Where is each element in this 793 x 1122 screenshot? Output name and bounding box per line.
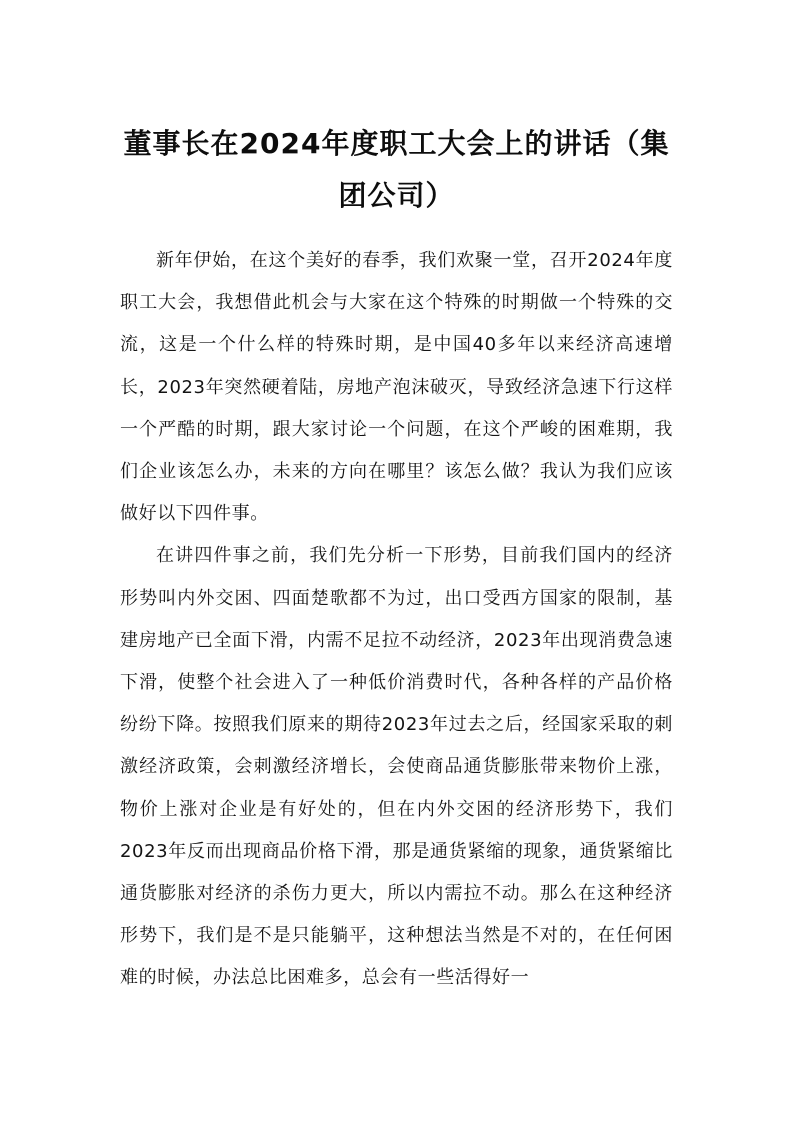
document-title: 董事长在2024年度职工大会上的讲话（集团公司） <box>123 127 670 212</box>
paragraph-2: 在讲四件事之前，我们先分析一下形势，目前我们国内的经济形势叫内外交困、四面楚歌都不为过，出口受西方国家的限制，基建房地产已全面下滑，内需不足拉不动经济，2023年出现消费急速下滑，使整个社会进入了一种低价消费时代，各种各样的产品价格纷纷下降。按照我们原来的期待2023年过去之后，经国家采取的刺激经济政策，会刺激经济增长，会使商品通货膨胀带来物价上涨，物价上涨对企业是有好处的，但在内外交困的经济形势下，我们2023年反而出现商品价格下滑，那是通货紧缩的现象，通货紧缩比通货膨胀对经济的杀伤力更大，所以内需拉不动。那么在这种经济形势下，我们是不是只能躺平，这种想法当然是不对的，在任何困难的时候，办法总比困难多，总会有一些活得好一 <box>120 545 673 989</box>
paragraph-1: 新年伊始，在这个美好的春季，我们欢聚一堂，召开2024年度职工大会，我想借此机会与大家在这个特殊的时期做一个特殊的交流，这是一个什么样的特殊时期，是中国40多年以来经济高速增长，2023年突然硬着陆，房地产泡沫破灭，导致经济急速下行这样一个严酷的时期，跟大家讨论一个问题，在这个严峻的困难期，我们企业该怎么办，未来的方向在哪里？该怎么做？我认为我们应该做好以下四件事。 <box>120 250 673 525</box>
document-body <box>120 240 673 1000</box>
